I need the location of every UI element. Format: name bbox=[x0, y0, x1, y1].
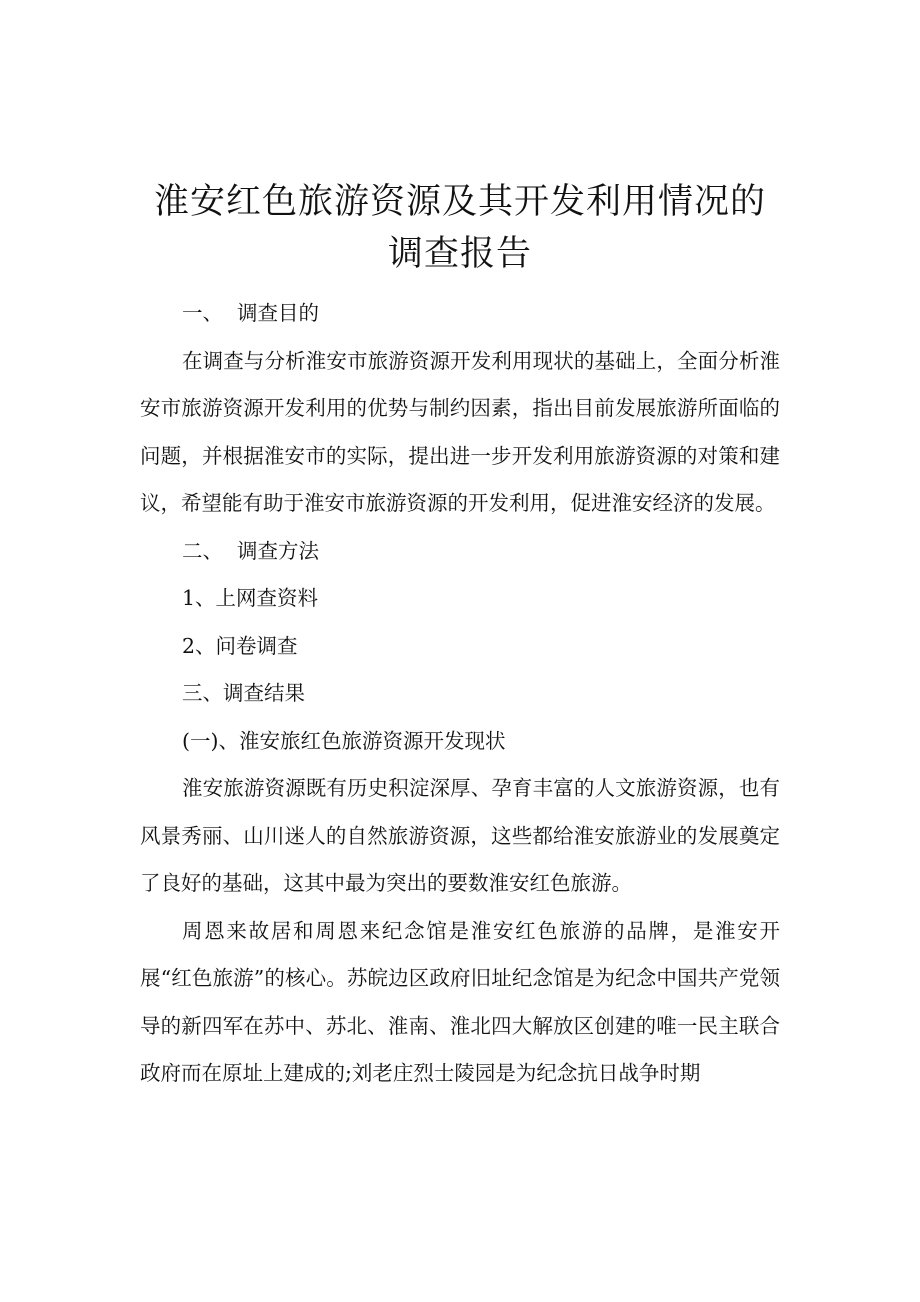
section-heading-method bbox=[140, 528, 780, 576]
section-title: 调查方法 bbox=[237, 538, 319, 563]
paragraph-purpose: 在调查与分析淮安市旅游资源开发利用现状的基础上，全面分析淮安市旅游资源开发利用的优势与制约因素，指出目前发展旅游所面临的问题，并根据淮安市的实际，提出进一步开发利用旅游资源的对策和建议，希望能有助于淮安市旅游资源的开发利用，促进淮安经济的发展。 bbox=[140, 348, 780, 515]
section-title: 调查目的 bbox=[237, 301, 319, 325]
subsection-heading: (一)、淮安旅红色旅游资源开发现状 bbox=[182, 728, 506, 753]
paragraph-memorials: 周恩来故居和周恩来纪念馆是淮安红色旅游的品牌，是淮安开展“红色旅游”的核心。苏皖边区政府旧址纪念馆是为纪念中国共产党领导的新四军在苏中、苏北、淮南、淮北四大解放区创建的唯一民主联合政府而在原址上建成的;刘老庄烈士陵园是为纪念抗日战争时期 bbox=[140, 918, 780, 1085]
section-number: 二、 bbox=[182, 538, 223, 563]
method-item-online: 1、上网查资料 bbox=[182, 586, 319, 610]
section-heading-results: 三、调查结果 bbox=[182, 681, 305, 705]
section-heading-purpose bbox=[140, 290, 780, 338]
section-number: 一、 bbox=[182, 301, 223, 325]
method-item-survey: 2、问卷调查 bbox=[182, 633, 298, 658]
document-title: 淮安红色旅游资源及其开发利用情况的调查报告 bbox=[153, 182, 766, 274]
paragraph-resources: 淮安旅游资源既有历史积淀深厚、孕育丰富的人文旅游资源，也有风景秀丽、山川迷人的自然旅游资源，这些都给淮安旅游业的发展奠定了良好的基础，这其中最为突出的要数淮安红色旅游。 bbox=[140, 776, 780, 895]
document-body bbox=[140, 290, 780, 1098]
